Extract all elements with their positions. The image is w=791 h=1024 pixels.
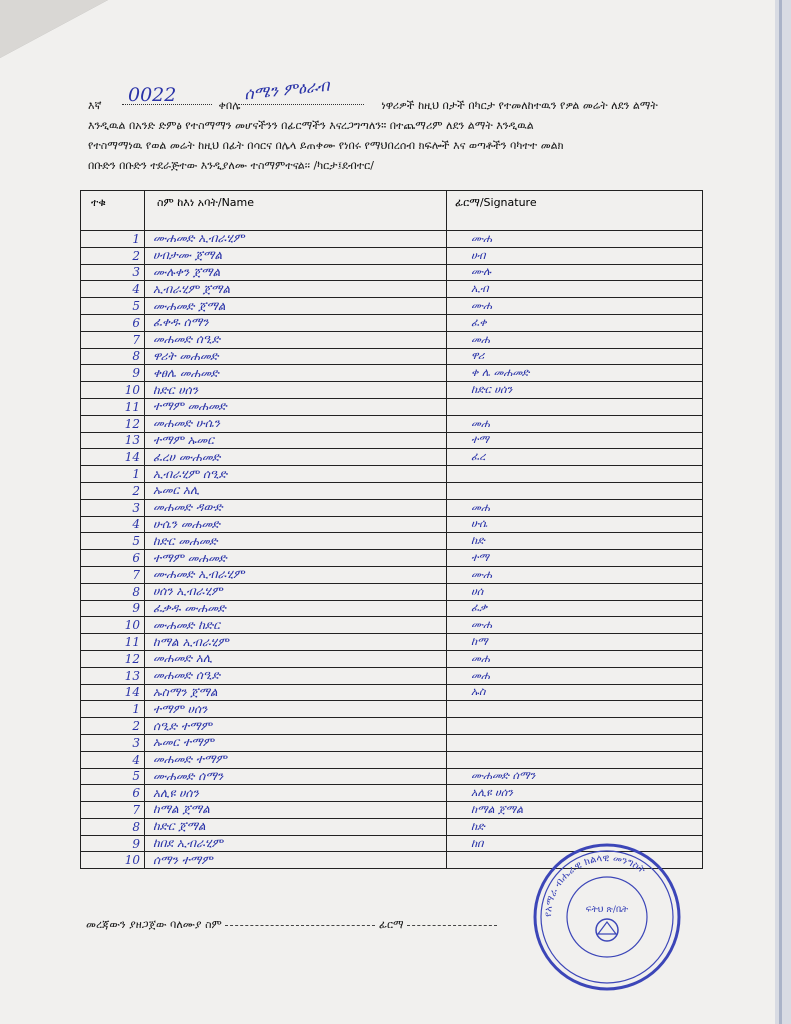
row-name: ከድር ጀማል [145,818,447,835]
row-number: 2 [81,482,145,499]
table-row [81,365,703,382]
table-row [81,684,703,701]
row-signature: መሐ [447,650,703,667]
row-signature: ከማ [447,634,703,651]
row-number: 8 [81,818,145,835]
row-number: 1 [81,701,145,718]
table-row [81,600,703,617]
row-number: 7 [81,331,145,348]
row-number: 1 [81,466,145,483]
row-signature: ሙሐ [447,566,703,583]
table-row [81,348,703,365]
row-number: 7 [81,802,145,819]
table-row [81,247,703,264]
kebele-underline [238,104,364,105]
row-number: 6 [81,785,145,802]
table-row [81,617,703,634]
row-name: ኡመር አሊ [145,482,447,499]
table-row [81,818,703,835]
row-name: መሐመድ ዳውድ [145,499,447,516]
row-signature [447,701,703,718]
handwritten-kebele: ሰሜን ምዕራብ [243,75,331,104]
row-signature: ቀ ሌ መሐመድ [447,365,703,382]
row-number: 14 [81,449,145,466]
table-row [81,650,703,667]
row-signature: መሐ [447,331,703,348]
row-signature: ሙሐ [447,617,703,634]
row-number: 9 [81,365,145,382]
row-name: ከማል ጀማል [145,802,447,819]
row-name: ፈቃዱ ሙሐመድ [145,600,447,617]
row-number: 5 [81,533,145,550]
row-name: መሐመድ ተማም [145,751,447,768]
row-signature: ሙሐመድ ሰማን [447,768,703,785]
row-signature: አሊዩ ሀሰን [447,785,703,802]
row-name: መሐመድ አሊ [145,650,447,667]
row-signature: ኢብ [447,281,703,298]
row-name: ከድር ሀሰን [145,382,447,399]
row-number: 3 [81,499,145,516]
row-name: ኡመር ተማም [145,734,447,751]
table-row [81,398,703,415]
row-number: 12 [81,415,145,432]
table-row [81,466,703,483]
row-number: 14 [81,684,145,701]
row-name: ኢብራሂም ጀማል [145,281,447,298]
row-signature: ፈቀ [447,314,703,331]
row-name: ሙሐመድ ከድር [145,617,447,634]
row-name: ሙሐመድ ኢብራሂም [145,566,447,583]
table-row [81,382,703,399]
row-signature: ሙሉ [447,264,703,281]
row-name: ሙሐመድ ኢብራሂም [145,231,447,248]
row-number: 5 [81,768,145,785]
row-number: 10 [81,617,145,634]
table-row [81,415,703,432]
row-signature: ተማ [447,550,703,567]
footer-line [86,918,497,932]
table-row [81,231,703,248]
row-name: ከማል ኢብራሂም [145,634,447,651]
table-row [81,533,703,550]
row-name: ሰማን ተማም [145,852,447,869]
row-number: 10 [81,852,145,869]
row-number: 3 [81,734,145,751]
row-name: ሁሴን መሐመድ [145,516,447,533]
table-row [81,566,703,583]
table-row [81,550,703,567]
row-name: ፈረሀ ሙሐመድ [145,449,447,466]
header-signature: ፊርማ/Signature [447,191,703,231]
table-row [81,701,703,718]
row-signature: ኡስ [447,684,703,701]
table-row [81,734,703,751]
row-name: ኡስማን ጀማል [145,684,447,701]
intro-paragraph [88,96,728,176]
table-row [81,583,703,600]
intro-line-2: እንዲዉል በአንድ ድምፅ የተስማማን መሆናችንን በፊርማችን እናረጋግጣለን። በተጨማሪም ለደን ልማት እንዲዉል [88,119,534,132]
organizer-label: መረጃውን ያዘጋጀው ባለሙያ ስም [86,918,222,931]
row-number: 12 [81,650,145,667]
row-number: 2 [81,247,145,264]
row-number: 1 [81,231,145,248]
row-number: 11 [81,398,145,415]
table-row [81,331,703,348]
row-name: ሀብታሙ ጀማል [145,247,447,264]
table-row [81,449,703,466]
table-row [81,432,703,449]
row-name: ከበደ ኢብራሂም [145,835,447,852]
row-name: ተማም ኡመር [145,432,447,449]
row-name: ሙሉቀን ጀማል [145,264,447,281]
row-name: ኢብራሂም ሰዒድ [145,466,447,483]
row-signature: ከበ [447,835,703,852]
header-name: ስም ከእነ አባት/Name [145,191,447,231]
table-row [81,482,703,499]
table-body [81,231,703,869]
row-signature: ዋሪ [447,348,703,365]
row-name: ተማም መሐመድ [145,398,447,415]
row-number: 8 [81,583,145,600]
row-name: ተማም ሀሰን [145,701,447,718]
signature-table [80,190,703,869]
intro-line-4: በቡድን በቡድን ተደራጅተው እንዲያለሙ ተስማምተናል፡፡ /ካርታ፤ደብተር/ [88,159,374,172]
row-number: 4 [81,516,145,533]
row-number: 13 [81,667,145,684]
row-number: 6 [81,550,145,567]
row-signature [447,718,703,735]
row-signature: ሀብ [447,247,703,264]
row-number: 11 [81,634,145,651]
row-name: ዋሪት መሐመድ [145,348,447,365]
row-name: ሀሰን ኢብራሂም [145,583,447,600]
row-name: ሰዒድ ተማም [145,718,447,735]
table-row [81,281,703,298]
row-signature: ከድ [447,533,703,550]
table-row [81,264,703,281]
row-signature [447,482,703,499]
intro-lead: እኛ [88,99,102,112]
row-number: 2 [81,718,145,735]
table-row [81,516,703,533]
row-number: 4 [81,751,145,768]
row-signature: መሐ [447,499,703,516]
intro-line-3: የተስማማነዉ የወል መሬት ከዚህ በፊት በሳርና በሌላ ይጠቀሙ የነበሩ የማህበረሰብ ክፍሎች እና ወጣቶችን ባካተተ መልክ [88,139,564,152]
table-row [81,499,703,516]
stamp-outer-text: የአማራ ብሔራዊ ክልላዊ መንግስት [542,852,648,918]
row-name: ሙሐመድ ሰማን [145,768,447,785]
row-signature: ተማ [447,432,703,449]
page-edge-line [779,0,782,1024]
row-number: 13 [81,432,145,449]
row-name: ከድር መሐመድ [145,533,447,550]
intro-line-1 [88,96,728,116]
table-row [81,667,703,684]
row-number: 4 [81,281,145,298]
row-number: 3 [81,264,145,281]
row-signature [447,751,703,768]
row-number: 9 [81,600,145,617]
row-number: 8 [81,348,145,365]
row-number: 7 [81,566,145,583]
organizer-name-blank [225,925,375,926]
stamp-inner-text: ፍትህ ጽ/ቤት [585,905,629,915]
table-row [81,718,703,735]
row-signature: መሐ [447,667,703,684]
table-row [81,802,703,819]
row-signature: ፈረ [447,449,703,466]
table-row [81,298,703,315]
row-name: መሐመድ ሰዒድ [145,331,447,348]
table-row [81,751,703,768]
row-signature [447,398,703,415]
table-row [81,314,703,331]
official-stamp-seal [532,842,682,992]
table-row [81,634,703,651]
footer-signature-blank [407,925,497,926]
table-row [81,785,703,802]
row-signature: ሙሐ [447,298,703,315]
row-number: 10 [81,382,145,399]
row-signature: ከድ [447,818,703,835]
row-signature: ሙሐ [447,231,703,248]
row-name: ቀፀሌ መሐመድ [145,365,447,382]
row-name: ሙሐመድ ጀማል [145,298,447,315]
row-signature: ፈቃ [447,600,703,617]
table-header-row [81,191,703,231]
row-number: 5 [81,298,145,315]
row-name: መሐመድ ሁሴን [145,415,447,432]
page-edge [775,0,791,1024]
handwritten-number: 0022 [128,84,177,106]
footer-signature-label: ፊርማ [378,918,404,931]
row-name: አሊዩ ሀሰን [145,785,447,802]
row-signature [447,734,703,751]
row-signature: መሐ [447,415,703,432]
row-name: ፈቀዱ ሰማን [145,314,447,331]
kebele-label: ቀበሌ [218,99,241,112]
row-signature: ሁሴ [447,516,703,533]
row-signature [447,466,703,483]
row-name: ተማም መሐመድ [145,550,447,567]
row-number: 6 [81,314,145,331]
intro-text-1: ነዋሪዎች ከዚህ በታች በካርታ የተመለከተዉን የዎል መሬት ለደን ልማት [381,99,658,112]
row-signature: ከድር ሀሰን [447,382,703,399]
row-signature: ከማል ጀማል [447,802,703,819]
table-row [81,768,703,785]
row-number: 9 [81,835,145,852]
header-no: ተቁ [81,191,145,231]
row-name: መሐመድ ሰዒድ [145,667,447,684]
row-signature: ሀሰ [447,583,703,600]
